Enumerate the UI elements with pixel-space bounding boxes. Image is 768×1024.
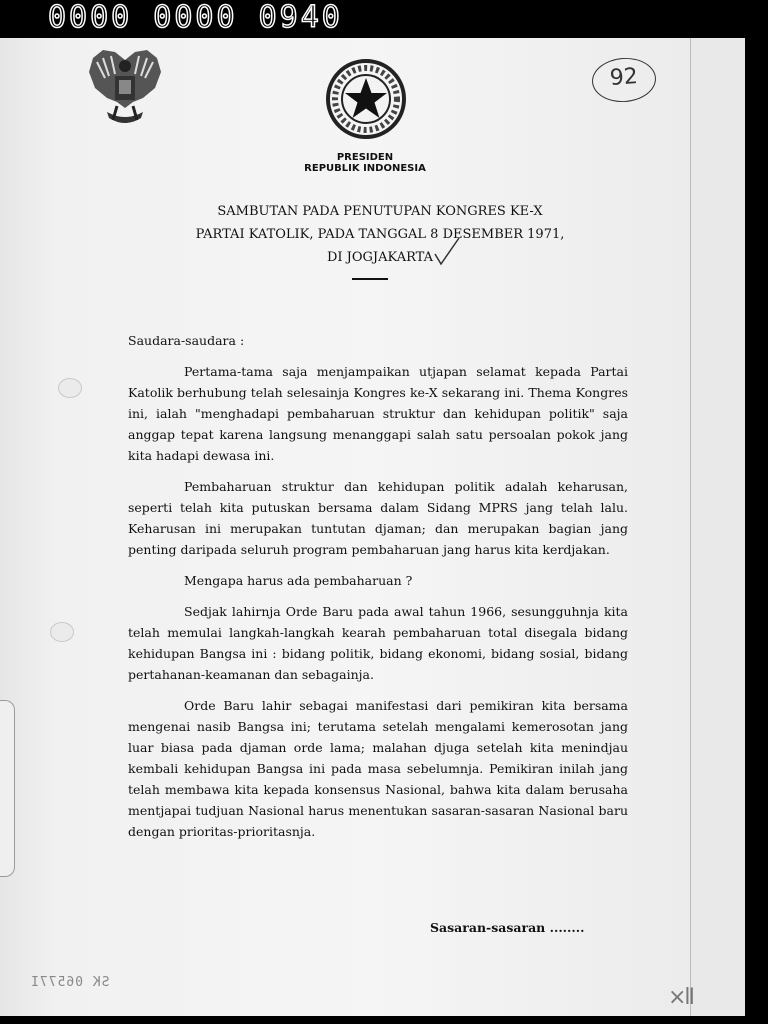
heading-line-3: DI JOGJAKARTA bbox=[326, 250, 434, 265]
heading-divider bbox=[352, 278, 388, 280]
archive-stamp: SK 06577I bbox=[30, 975, 110, 990]
paragraph: Sedjak lahirnja Orde Baru pada awal tahun 1966, sesungguhnja kita telah memulai langkah-langkah kearah pembaharuan total disegala bidang kehidupan Bangsa ini : bidang politik, bidang ekonomi, bidang sosial, bidang pertahanan-keamanan dan sebagainja. bbox=[128, 604, 628, 682]
paragraph: Orde Baru lahir sebagai manifestasi dari pemikiran kita bersama mengenai nasib Bangsa ini; terutama setelah mengalami kemerosotan jang luar biasa pada djaman orde lama; malahan djuga setelah kita menindjau kembali kehidupan Bangsa ini pada masa sebelumnja. Pemikiran inilah jang telah membawa kita kepada konsensus Nasional, bahwa kita dalam berusaha mentjapai tudjuan Nasional harus menentukan sasaran-sasaran Nasional baru dengan prioritas-prioritasnja. bbox=[128, 698, 628, 839]
document-heading bbox=[180, 200, 580, 269]
paragraph: Pembaharuan struktur dan kehidupan politik adalah keharusan, seperti telah kita putuskan bersama dalam Sidang MPRS jang telah lalu. Keharusan ini merupakan tuntutan djaman; dan merupakan bagian jang penting daripada seluruh program pembaharuan jang harus kita kerdjakan. bbox=[128, 479, 628, 557]
right-border bbox=[745, 38, 768, 1024]
check-mark-icon bbox=[425, 232, 465, 272]
garuda-emblem-icon bbox=[85, 48, 165, 133]
corner-mark: ×lI bbox=[668, 985, 694, 1010]
film-strip bbox=[0, 0, 768, 38]
paragraph: Pertama-tama saja menjampaikan utjapan selamat kepada Partai Katolik berhubung telah selesainja Kongres ke-X sekarang ini. Thema Kongres ini, ialah "menghadapi pembaharuan struktur dan kehidupan politik" saja anggap tepat karena langsung menanggapi salah satu persoalan pokok jang kita hadapi dewasa ini. bbox=[128, 364, 628, 463]
punch-hole bbox=[58, 378, 82, 398]
office-line-1: PRESIDEN bbox=[336, 152, 394, 163]
speech-body bbox=[128, 330, 628, 852]
punch-hole bbox=[50, 622, 74, 642]
continuation-catchword: Sasaran-sasaran ........ bbox=[430, 920, 585, 935]
presidential-seal-icon bbox=[325, 58, 407, 140]
paragraph: Mengapa harus ada pembaharuan ? bbox=[184, 573, 413, 588]
binder-tab bbox=[0, 700, 15, 877]
bottom-border bbox=[0, 1016, 768, 1024]
greeting: Saudara-saudara : bbox=[128, 333, 245, 348]
heading-line-1: SAMBUTAN PADA PENUTUPAN KONGRES KE-X bbox=[217, 204, 543, 219]
film-frame-number: 0000 0000 0940 bbox=[48, 0, 343, 35]
office-line-2: REPUBLIK INDONESIA bbox=[304, 163, 426, 174]
page-fold bbox=[690, 38, 746, 1016]
heading-line-2: PARTAI KATOLIK, PADA TANGGAL 8 DESEMBER 1971, bbox=[195, 227, 565, 242]
office-title bbox=[280, 152, 450, 174]
page-number: 92 bbox=[608, 64, 639, 91]
